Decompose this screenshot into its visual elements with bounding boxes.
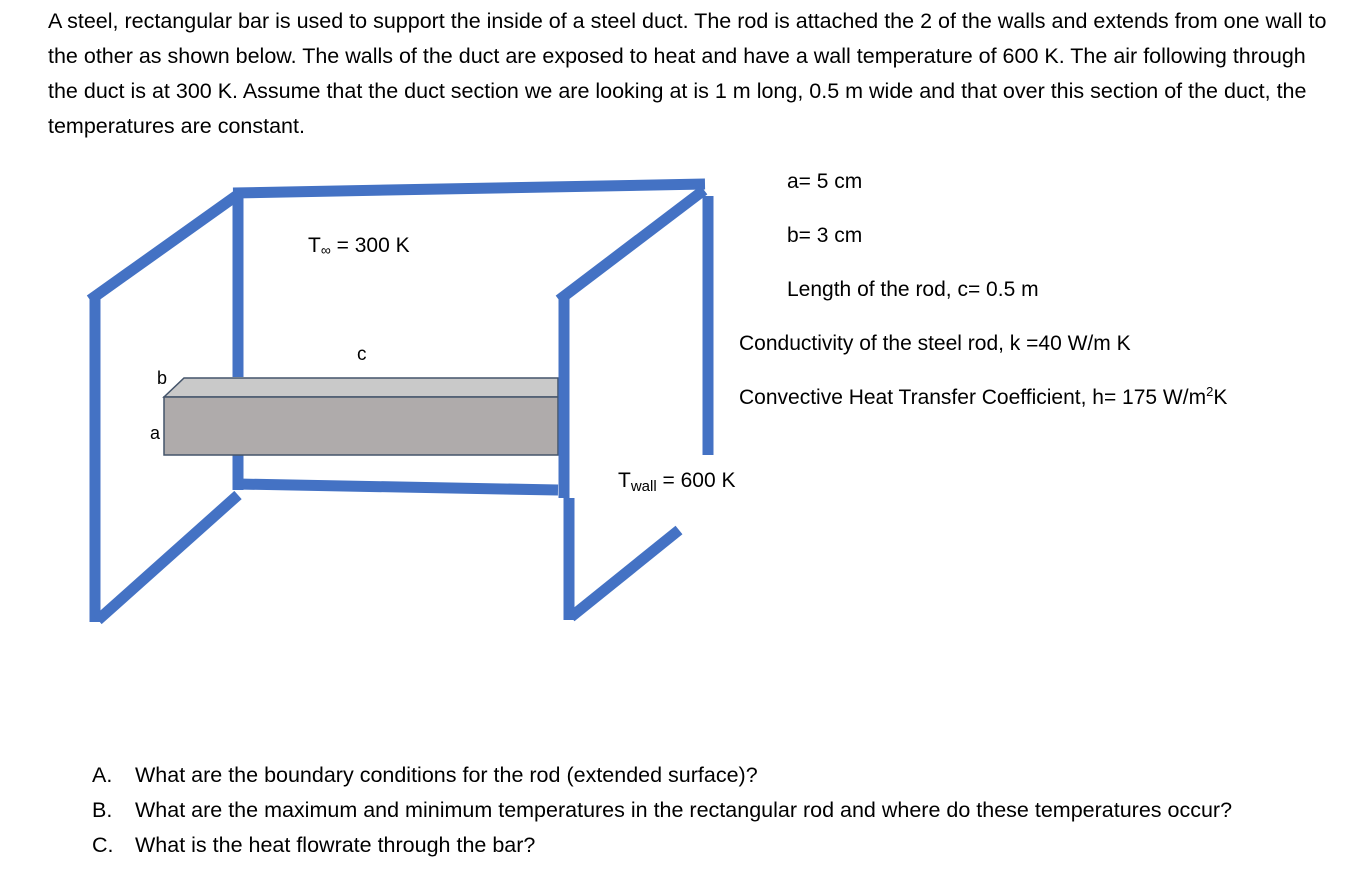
param-b: b= 3 cm xyxy=(787,224,863,247)
wall-temperature-subscript: wall xyxy=(630,478,657,495)
rod-length-label-c: c xyxy=(357,344,367,365)
question-marker: A. xyxy=(92,763,113,787)
question-a xyxy=(0,758,1353,793)
duct-bottom-right-diagonal xyxy=(571,530,679,617)
air-temperature-label: T∞ = 300 K xyxy=(308,234,410,258)
rod-height-label-a: a xyxy=(150,423,161,443)
bar-front-face xyxy=(164,397,558,455)
bar-top-face xyxy=(164,378,558,397)
duct-back-bottom-edge xyxy=(238,484,558,490)
duct-bottom-left-diagonal xyxy=(98,495,238,620)
duct-back-top-edge xyxy=(233,184,705,193)
wall-temperature-label: Twall = 600 K xyxy=(618,469,736,495)
problem-statement: A steel, rectangular bar is used to support the inside of a steel duct. The rod is attached the 2 of the walls and extends from one wall to the other as shown below. The walls of the duct are exposed to heat and have a wall temperature of 600 K. The air following through the duct is at 300 K. Assume that the duct section we are looking at is 1 m long, 0.5 m wide and that over this section of the duct, the temperatures are constant. xyxy=(48,9,1327,138)
param-length: Length of the rod, c= 0.5 m xyxy=(787,278,1039,301)
param-convection-exponent: 2 xyxy=(1206,384,1214,399)
question-text: What is the heat flowrate through the bar? xyxy=(135,833,536,857)
param-conductivity: Conductivity of the steel rod, k =40 W/m K xyxy=(739,332,1131,355)
duct-top-left-diagonal xyxy=(90,196,236,300)
steel-bar xyxy=(164,378,558,455)
question-text: What are the maximum and minimum temperatures in the rectangular rod and where do these temperatures occur? xyxy=(135,798,1233,822)
question-text: What are the boundary conditions for the rod (extended surface)? xyxy=(135,763,758,787)
param-convection: Convective Heat Transfer Coefficient, h= 175 $W/m^2K$ xyxy=(739,384,1228,409)
rod-width-label-b: b xyxy=(157,368,168,388)
question-c xyxy=(0,828,1353,863)
question-list xyxy=(0,758,1353,863)
question-marker: B. xyxy=(92,798,113,822)
param-a: a= 5 cm xyxy=(787,170,863,193)
air-temperature-subscript: ∞ xyxy=(320,242,331,258)
question-b xyxy=(0,793,1353,828)
question-marker: C. xyxy=(92,833,114,857)
duct-top-right-diagonal xyxy=(559,190,704,300)
